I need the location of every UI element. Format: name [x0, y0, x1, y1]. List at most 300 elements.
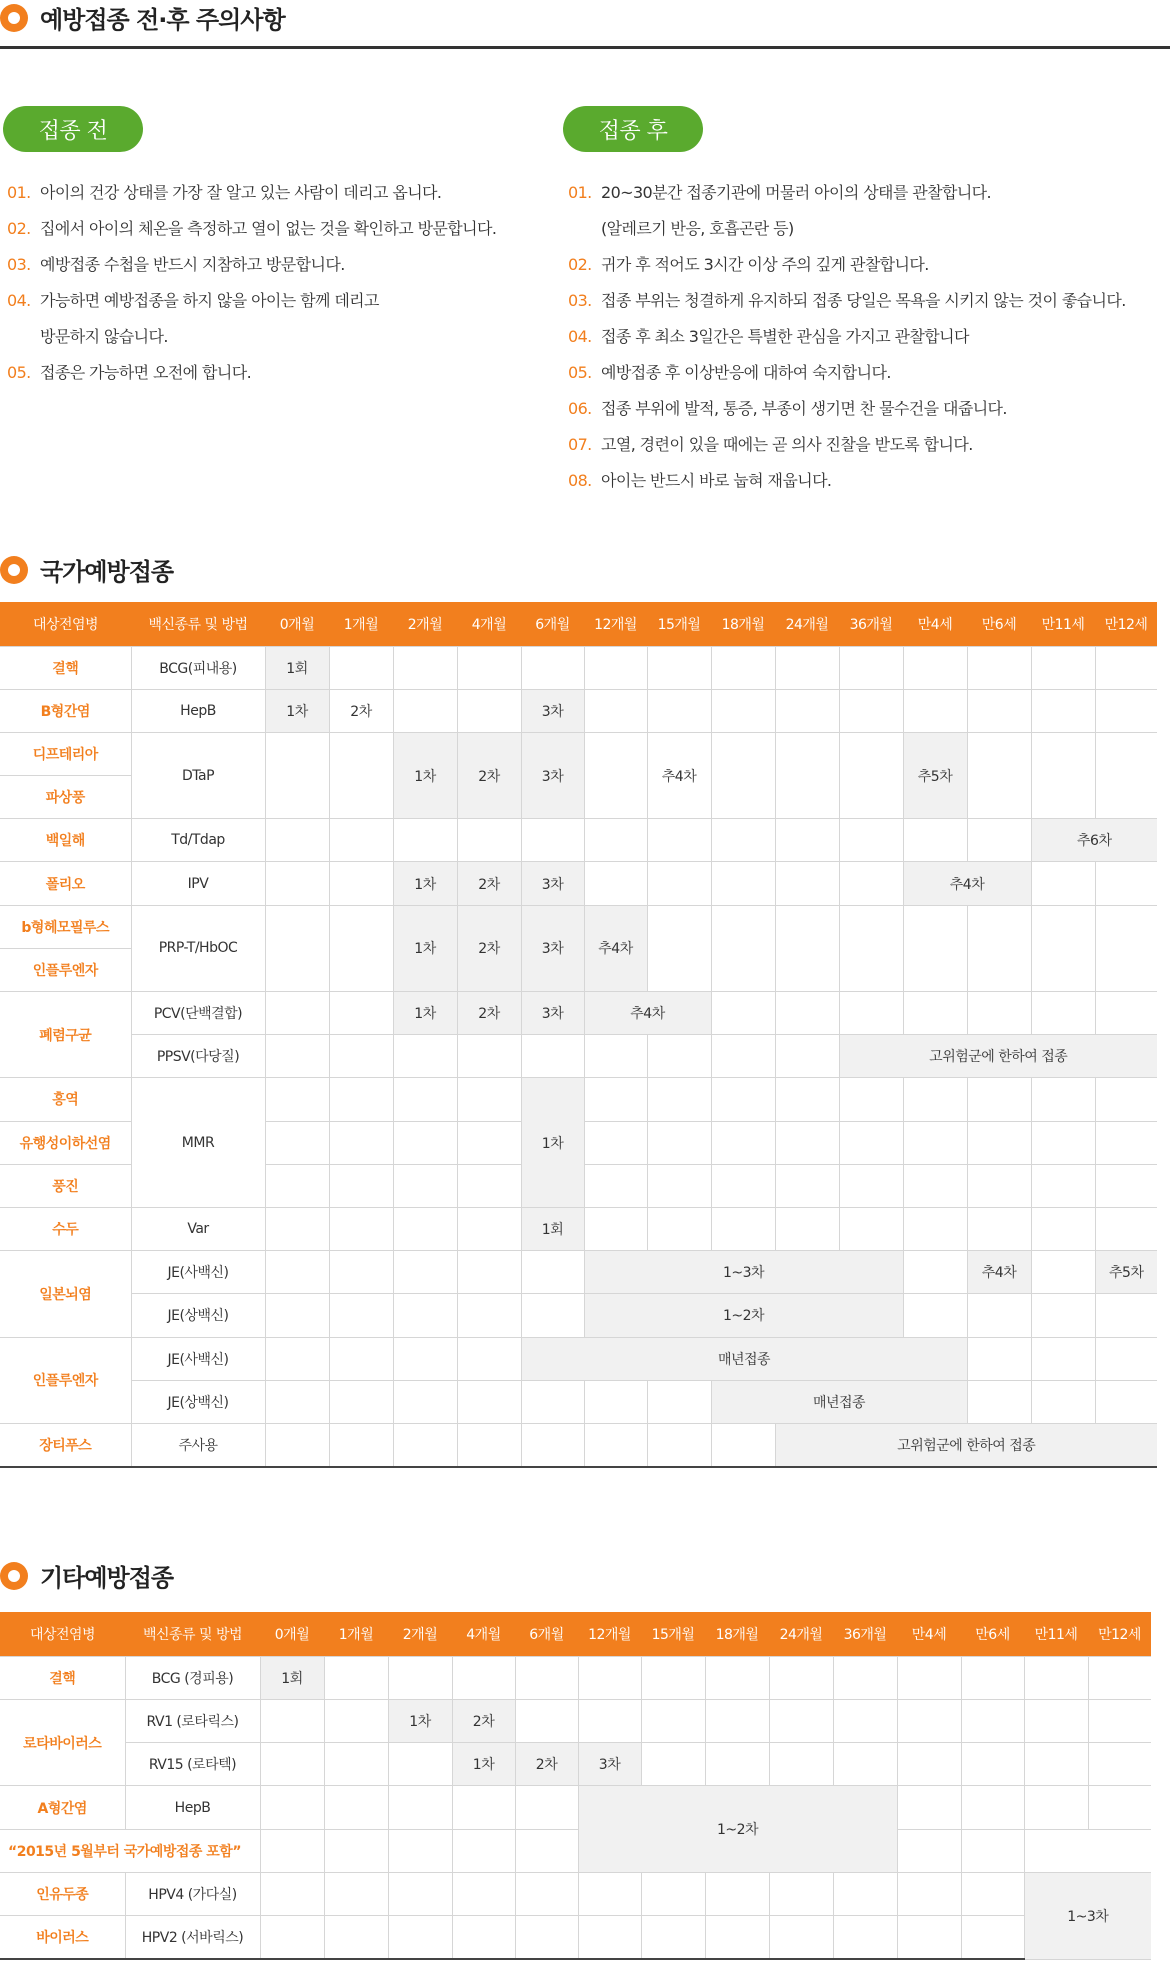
schedule-cell — [457, 1337, 521, 1380]
item-text: 접종 부위에 발적, 통증, 부종이 생기면 찬 물수건을 대줍니다. — [601, 399, 1007, 418]
schedule-cell: 추4차 — [967, 1251, 1031, 1294]
schedule-cell: 추5차 — [903, 732, 967, 818]
schedule-cell — [1095, 1121, 1157, 1164]
schedule-cell — [967, 732, 1031, 818]
item-number: 04. — [7, 291, 31, 310]
schedule-cell — [329, 1294, 393, 1337]
vaccine-cell: HepB — [125, 1786, 260, 1829]
table-row — [0, 1337, 1157, 1380]
schedule-cell — [329, 1251, 393, 1294]
vaccine-cell: JE(사백신) — [131, 1251, 265, 1294]
schedule-cell: 3차 — [521, 905, 584, 991]
item-text: 접종은 가능하면 오전에 합니다. — [40, 363, 252, 382]
table-row — [0, 1872, 1151, 1915]
item-number: 06. — [568, 399, 592, 418]
schedule-cell — [775, 819, 839, 862]
item-text: 가능하면 예방접종을 하지 않을 아이는 함께 데리고 — [40, 291, 379, 310]
schedule-cell — [833, 1916, 897, 1959]
schedule-cell — [1031, 732, 1095, 818]
vaccine-cell: 주사용 — [131, 1423, 265, 1466]
schedule-cell: 1~2차 — [584, 1294, 903, 1337]
vaccine-cell: Var — [131, 1207, 265, 1250]
schedule-cell — [393, 1294, 457, 1337]
column-header: 1개월 — [324, 1612, 388, 1656]
schedule-cell: 1차 — [521, 1078, 584, 1208]
disease-cell: 로타바이러스 — [0, 1699, 125, 1786]
table-row — [0, 732, 1157, 775]
schedule-cell — [711, 732, 775, 818]
schedule-cell — [457, 646, 521, 689]
item-text: 방문하지 않습니다. — [40, 327, 168, 346]
schedule-cell — [329, 1207, 393, 1250]
schedule-cell — [578, 1872, 641, 1915]
table-row — [0, 905, 1157, 948]
schedule-cell — [967, 1078, 1031, 1121]
schedule-cell — [967, 646, 1031, 689]
schedule-cell — [897, 1743, 961, 1786]
schedule-cell — [265, 1337, 329, 1380]
table-row — [0, 1035, 1157, 1078]
schedule-cell — [961, 1872, 1024, 1915]
schedule-cell — [457, 1164, 521, 1207]
schedule-cell — [329, 1121, 393, 1164]
vaccine-cell: RV1 (로타릭스) — [125, 1699, 260, 1742]
schedule-cell: 2차 — [515, 1743, 578, 1786]
schedule-cell — [711, 905, 775, 991]
column-header: 대상전염병 — [0, 602, 131, 646]
schedule-cell — [775, 862, 839, 905]
schedule-cell — [833, 1872, 897, 1915]
schedule-cell — [329, 992, 393, 1035]
schedule-cell — [452, 1829, 515, 1872]
schedule-cell — [1088, 1743, 1151, 1786]
schedule-cell — [961, 1916, 1024, 1959]
table-header-row — [0, 602, 1157, 646]
vaccine-cell: BCG (경피용) — [125, 1656, 260, 1699]
schedule-cell: 1차 — [393, 992, 457, 1035]
schedule-cell — [897, 1656, 961, 1699]
schedule-cell — [452, 1872, 515, 1915]
schedule-cell — [329, 905, 393, 991]
schedule-cell — [457, 1423, 521, 1466]
schedule-cell — [967, 992, 1031, 1035]
schedule-cell — [578, 1699, 641, 1742]
schedule-cell — [647, 1164, 711, 1207]
schedule-cell — [265, 1294, 329, 1337]
item-number: 03. — [7, 255, 31, 274]
schedule-cell — [1031, 1164, 1095, 1207]
column-header: 6개월 — [515, 1612, 578, 1656]
schedule-cell — [647, 1423, 711, 1466]
column-header: 15개월 — [641, 1612, 705, 1656]
schedule-cell — [833, 1699, 897, 1742]
schedule-cell — [584, 1164, 647, 1207]
schedule-cell — [775, 1164, 839, 1207]
schedule-cell — [265, 1164, 329, 1207]
schedule-cell — [1095, 905, 1157, 991]
schedule-cell — [1024, 1656, 1088, 1699]
schedule-cell — [329, 732, 393, 818]
schedule-cell — [265, 732, 329, 818]
schedule-cell — [457, 1078, 521, 1121]
schedule-cell — [967, 1207, 1031, 1250]
schedule-cell — [903, 1294, 967, 1337]
vaccine-cell: HPV2 (서바릭스) — [125, 1916, 260, 1959]
schedule-cell — [647, 819, 711, 862]
schedule-cell — [260, 1916, 324, 1959]
schedule-cell — [647, 1380, 711, 1423]
schedule-cell — [711, 862, 775, 905]
item-number: 07. — [568, 435, 592, 454]
schedule-cell — [578, 1656, 641, 1699]
schedule-cell — [967, 689, 1031, 732]
schedule-cell: 추4차 — [647, 732, 711, 818]
schedule-cell — [452, 1916, 515, 1959]
schedule-cell — [775, 992, 839, 1035]
schedule-cell — [260, 1786, 324, 1829]
before-item — [7, 247, 496, 283]
schedule-cell — [324, 1872, 388, 1915]
schedule-cell — [903, 646, 967, 689]
item-number: 01. — [7, 183, 31, 202]
vaccine-cell: PCV(단백결합) — [131, 992, 265, 1035]
schedule-cell — [1095, 1207, 1157, 1250]
vaccine-cell: Td/Tdap — [131, 819, 265, 862]
schedule-cell — [1031, 1294, 1095, 1337]
schedule-cell — [393, 1164, 457, 1207]
disease-cell: “2015년 5월부터 국가예방접종 포함” — [0, 1829, 260, 1872]
before-item — [7, 175, 496, 211]
schedule-cell — [903, 1251, 967, 1294]
schedule-cell: 추4차 — [584, 992, 711, 1035]
schedule-cell — [961, 1743, 1024, 1786]
item-number: 02. — [568, 255, 592, 274]
schedule-cell — [967, 1337, 1031, 1380]
schedule-cell — [393, 689, 457, 732]
schedule-cell — [775, 689, 839, 732]
bullet-circle-icon — [0, 4, 28, 32]
item-number: 03. — [568, 291, 592, 310]
schedule-cell — [839, 992, 903, 1035]
schedule-cell — [711, 1164, 775, 1207]
schedule-cell — [578, 1916, 641, 1959]
schedule-cell — [324, 1786, 388, 1829]
column-header: 만12세 — [1088, 1612, 1151, 1656]
schedule-cell — [711, 1035, 775, 1078]
schedule-cell — [457, 1294, 521, 1337]
schedule-cell — [641, 1656, 705, 1699]
schedule-cell — [1024, 1786, 1088, 1829]
schedule-cell — [329, 819, 393, 862]
schedule-cell — [584, 1035, 647, 1078]
schedule-cell — [521, 819, 584, 862]
schedule-cell — [584, 646, 647, 689]
schedule-cell — [769, 1872, 833, 1915]
schedule-cell — [393, 1035, 457, 1078]
schedule-cell — [1095, 732, 1157, 818]
schedule-cell — [641, 1743, 705, 1786]
table-row — [0, 689, 1157, 732]
schedule-cell — [775, 732, 839, 818]
schedule-cell — [705, 1699, 769, 1742]
column-header: 18개월 — [705, 1612, 769, 1656]
schedule-cell — [515, 1872, 578, 1915]
schedule-cell — [584, 819, 647, 862]
schedule-cell — [961, 1829, 1024, 1872]
schedule-cell — [265, 1423, 329, 1466]
schedule-cell — [903, 1207, 967, 1250]
bullet-circle-icon — [0, 1562, 28, 1590]
vaccine-cell: DTaP — [131, 732, 265, 818]
schedule-cell: 1회 — [521, 1207, 584, 1250]
schedule-cell — [393, 819, 457, 862]
table-row — [0, 1916, 1151, 1959]
schedule-cell — [769, 1656, 833, 1699]
schedule-cell — [711, 1121, 775, 1164]
after-item — [568, 463, 1126, 499]
column-header: 만6세 — [961, 1612, 1024, 1656]
schedule-cell — [647, 862, 711, 905]
schedule-cell: 1~2차 — [578, 1786, 897, 1873]
column-header: 백신종류 및 방법 — [125, 1612, 260, 1656]
schedule-cell — [775, 905, 839, 991]
schedule-cell: 추4차 — [903, 862, 1031, 905]
precautions-header — [0, 0, 285, 35]
column-header: 만11세 — [1031, 602, 1095, 646]
column-header: 만11세 — [1024, 1612, 1088, 1656]
schedule-cell — [388, 1786, 452, 1829]
schedule-cell — [329, 862, 393, 905]
other-title: 기타예방접종 — [40, 1564, 174, 1592]
after-vaccination-list — [568, 175, 1126, 499]
column-header: 1개월 — [329, 602, 393, 646]
disease-cell: 디프테리아 — [0, 732, 131, 775]
table-row — [0, 646, 1157, 689]
title-divider — [0, 46, 1170, 49]
schedule-cell — [393, 1121, 457, 1164]
disease-cell: b형헤모필루스 — [0, 905, 131, 948]
schedule-cell — [265, 1078, 329, 1121]
vaccine-cell: MMR — [131, 1078, 265, 1208]
schedule-cell — [329, 1380, 393, 1423]
schedule-cell: 2차 — [329, 689, 393, 732]
column-header: 12개월 — [584, 602, 647, 646]
schedule-cell — [961, 1656, 1024, 1699]
column-header: 0개월 — [265, 602, 329, 646]
vaccine-cell: JE(상백신) — [131, 1294, 265, 1337]
before-item — [7, 283, 496, 319]
item-text: 아이는 반드시 바로 눕혀 재웁니다. — [601, 471, 832, 490]
schedule-cell — [961, 1786, 1024, 1829]
schedule-cell — [329, 1035, 393, 1078]
vaccine-cell: JE(상백신) — [131, 1380, 265, 1423]
schedule-cell — [265, 1251, 329, 1294]
schedule-cell — [1031, 992, 1095, 1035]
schedule-cell — [833, 1743, 897, 1786]
before-vaccination-list — [7, 175, 496, 391]
schedule-cell — [711, 1423, 775, 1466]
schedule-cell — [967, 905, 1031, 991]
schedule-cell — [324, 1916, 388, 1959]
schedule-cell — [457, 689, 521, 732]
disease-cell: 파상풍 — [0, 776, 131, 819]
schedule-cell — [393, 1207, 457, 1250]
schedule-cell — [769, 1699, 833, 1742]
schedule-cell — [711, 819, 775, 862]
schedule-cell: 1차 — [265, 689, 329, 732]
table-row — [0, 819, 1157, 862]
schedule-cell — [839, 1078, 903, 1121]
column-header: 36개월 — [833, 1612, 897, 1656]
schedule-cell — [775, 1078, 839, 1121]
schedule-cell: 2차 — [457, 992, 521, 1035]
schedule-cell — [967, 1294, 1031, 1337]
schedule-cell — [324, 1743, 388, 1786]
schedule-cell — [1031, 1337, 1095, 1380]
schedule-cell: 추4차 — [584, 905, 647, 991]
schedule-cell — [1031, 905, 1095, 991]
after-item — [568, 319, 1126, 355]
schedule-cell — [647, 1035, 711, 1078]
schedule-cell — [641, 1872, 705, 1915]
column-header: 백신종류 및 방법 — [131, 602, 265, 646]
schedule-cell — [641, 1916, 705, 1959]
schedule-cell — [903, 819, 967, 862]
schedule-cell — [265, 1035, 329, 1078]
schedule-cell — [584, 862, 647, 905]
schedule-cell: 1차 — [393, 862, 457, 905]
schedule-cell — [388, 1872, 452, 1915]
schedule-cell — [1088, 1656, 1151, 1699]
schedule-cell: 1~3차 — [584, 1251, 903, 1294]
schedule-cell — [769, 1743, 833, 1786]
table-row — [0, 1380, 1157, 1423]
table-row — [0, 1743, 1151, 1786]
schedule-cell — [711, 689, 775, 732]
item-text: (알레르기 반응, 호흡곤란 등) — [601, 219, 794, 238]
schedule-cell — [897, 1829, 961, 1872]
schedule-cell — [329, 646, 393, 689]
column-header: 만12세 — [1095, 602, 1157, 646]
vaccine-cell: HepB — [131, 689, 265, 732]
schedule-cell — [705, 1743, 769, 1786]
schedule-cell — [265, 1380, 329, 1423]
column-header: 만4세 — [897, 1612, 961, 1656]
schedule-cell — [711, 646, 775, 689]
schedule-cell — [265, 1121, 329, 1164]
item-text: 접종 후 최소 3일간은 특별한 관심을 가지고 관찰합니다 — [601, 327, 969, 346]
schedule-cell — [775, 1035, 839, 1078]
schedule-cell — [584, 1121, 647, 1164]
schedule-cell — [967, 1380, 1031, 1423]
item-text: 접종 부위는 청결하게 유지하되 접종 당일은 목욕을 시키지 않는 것이 좋습니다. — [601, 291, 1126, 310]
vaccine-cell: RV15 (로타텍) — [125, 1743, 260, 1786]
schedule-cell — [260, 1829, 324, 1872]
table-row — [0, 1786, 1151, 1829]
schedule-cell — [705, 1656, 769, 1699]
schedule-cell — [1031, 862, 1095, 905]
disease-cell: 홍역 — [0, 1078, 131, 1121]
schedule-cell — [521, 1380, 584, 1423]
column-header: 12개월 — [578, 1612, 641, 1656]
schedule-cell: 추5차 — [1095, 1251, 1157, 1294]
column-header: 18개월 — [711, 602, 775, 646]
schedule-cell — [1031, 1207, 1095, 1250]
after-item — [568, 211, 1126, 247]
vaccine-cell: BCG(피내용) — [131, 646, 265, 689]
item-text: 고열, 경련이 있을 때에는 곧 의사 진찰을 받도록 합니다. — [601, 435, 973, 454]
disease-cell: 일본뇌염 — [0, 1251, 131, 1337]
schedule-cell — [324, 1829, 388, 1872]
disease-cell: 유행성이하선염 — [0, 1121, 131, 1164]
schedule-cell — [393, 1078, 457, 1121]
schedule-cell: 2차 — [457, 862, 521, 905]
schedule-cell — [775, 1121, 839, 1164]
precautions-title: 예방접종 전·후 주의사항 — [40, 6, 285, 34]
table-row — [0, 1078, 1157, 1121]
schedule-cell — [839, 862, 903, 905]
schedule-cell — [1095, 862, 1157, 905]
schedule-cell — [897, 1916, 961, 1959]
schedule-cell — [329, 1337, 393, 1380]
disease-cell: 인플루엔자 — [0, 948, 131, 991]
schedule-cell — [1095, 1337, 1157, 1380]
schedule-cell — [584, 689, 647, 732]
bullet-circle-icon — [0, 556, 28, 584]
schedule-cell — [903, 1078, 967, 1121]
schedule-cell — [329, 1078, 393, 1121]
schedule-cell — [903, 689, 967, 732]
schedule-cell: 3차 — [521, 689, 584, 732]
item-number: 05. — [7, 363, 31, 382]
schedule-cell — [647, 905, 711, 991]
schedule-cell — [260, 1872, 324, 1915]
disease-cell: 바이러스 — [0, 1916, 125, 1959]
schedule-cell — [457, 1380, 521, 1423]
schedule-cell — [393, 1423, 457, 1466]
schedule-cell — [1031, 646, 1095, 689]
disease-cell: 인플루엔자 — [0, 1337, 131, 1423]
schedule-cell — [265, 905, 329, 991]
schedule-cell — [452, 1656, 515, 1699]
schedule-cell — [1095, 1164, 1157, 1207]
schedule-cell — [647, 689, 711, 732]
schedule-cell — [1095, 1294, 1157, 1337]
schedule-cell — [265, 992, 329, 1035]
schedule-cell — [1031, 1380, 1095, 1423]
schedule-cell — [260, 1699, 324, 1742]
national-title: 국가예방접종 — [40, 558, 174, 586]
before-item — [7, 211, 496, 247]
schedule-cell — [839, 732, 903, 818]
column-header: 6개월 — [521, 602, 584, 646]
schedule-cell — [1095, 992, 1157, 1035]
schedule-cell — [647, 1207, 711, 1250]
schedule-cell — [839, 1207, 903, 1250]
schedule-cell — [584, 1078, 647, 1121]
table-row — [0, 1829, 1151, 1872]
schedule-cell — [584, 1380, 647, 1423]
schedule-cell — [967, 1164, 1031, 1207]
schedule-cell: 고위험군에 한하여 접종 — [839, 1035, 1157, 1078]
schedule-cell — [260, 1743, 324, 1786]
disease-cell: B형간염 — [0, 689, 131, 732]
schedule-cell — [839, 689, 903, 732]
schedule-cell — [1031, 689, 1095, 732]
schedule-cell — [647, 646, 711, 689]
schedule-cell — [265, 819, 329, 862]
schedule-cell: 3차 — [521, 992, 584, 1035]
